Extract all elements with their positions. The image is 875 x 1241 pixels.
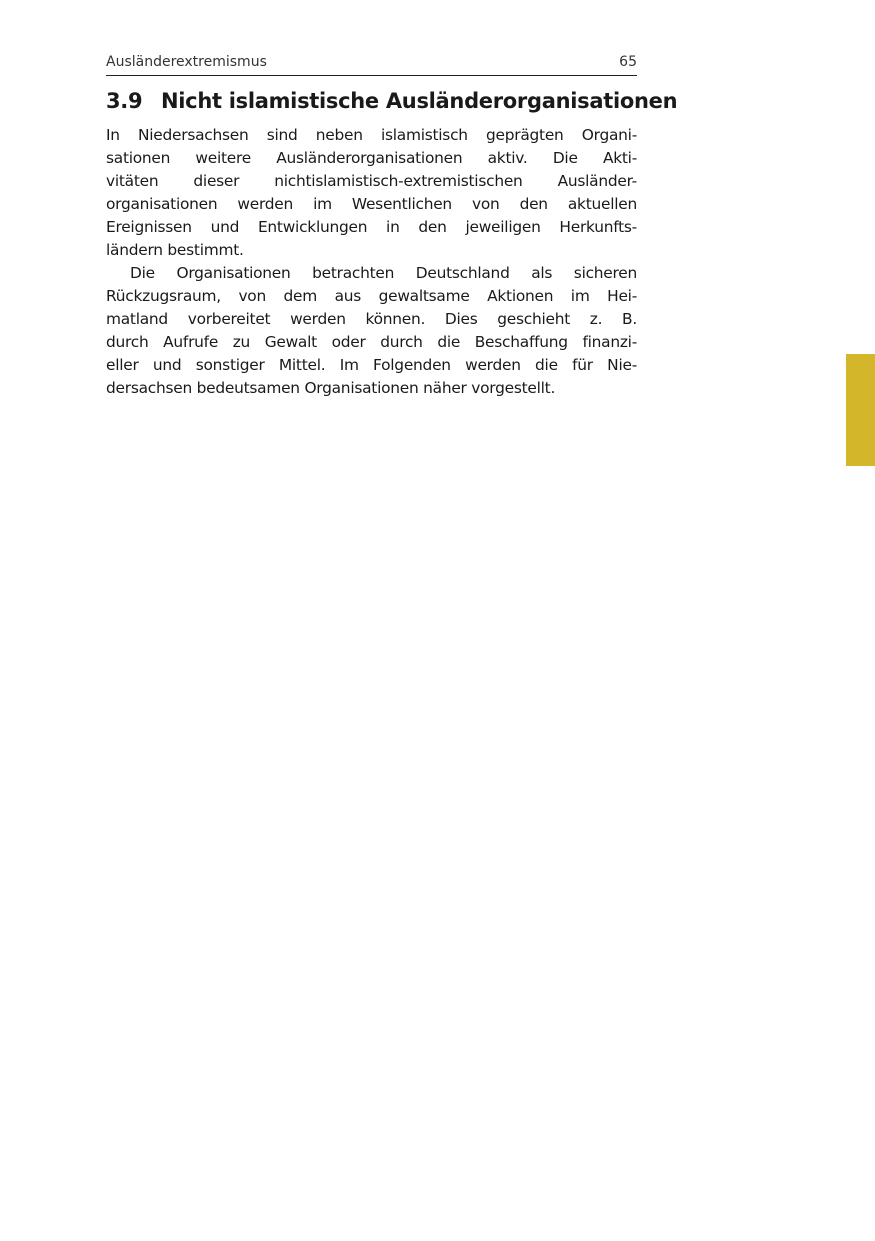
paragraph <box>106 124 637 262</box>
text-line: matland vorbereitet werden können. Dies geschieht z. B. <box>106 310 637 328</box>
text-line: vitäten dieser nichtislamistisch-extremistischen Ausländer- <box>106 172 637 190</box>
text-line: organisationen werden im Wesentlichen von den aktuellen <box>106 195 637 213</box>
paragraph <box>106 262 637 400</box>
text-line: Rückzugsraum, von dem aus gewaltsame Aktionen im Hei- <box>106 287 637 305</box>
chapter-tab-marker <box>846 354 875 466</box>
text-line: Ereignissen und Entwicklungen in den jeweiligen Herkunfts- <box>106 218 637 236</box>
text-line: sationen weitere Ausländerorganisationen aktiv. Die Akti- <box>106 149 637 167</box>
section-number: 3.9 <box>106 89 143 113</box>
text-line: Die Organisationen betrachten Deutschland als sicheren <box>130 264 637 282</box>
section-title: Nicht islamistische Ausländerorganisationen <box>161 89 678 113</box>
text-line: In Niedersachsen sind neben islamistisch geprägten Organi- <box>106 126 637 144</box>
text-line: dersachsen bedeutsamen Organisationen näher vorgestellt. <box>106 379 556 397</box>
body-text <box>106 124 637 400</box>
text-line: eller und sonstiger Mittel. Im Folgenden werden die für Nie- <box>106 356 637 374</box>
section-heading <box>106 87 678 115</box>
running-title: Ausländerextremismus <box>106 54 267 70</box>
text-line: durch Aufrufe zu Gewalt oder durch die Beschaffung finanzi- <box>106 333 637 351</box>
text-line: ländern bestimmt. <box>106 241 244 259</box>
running-header <box>106 51 637 76</box>
page-number: 65 <box>619 54 637 70</box>
